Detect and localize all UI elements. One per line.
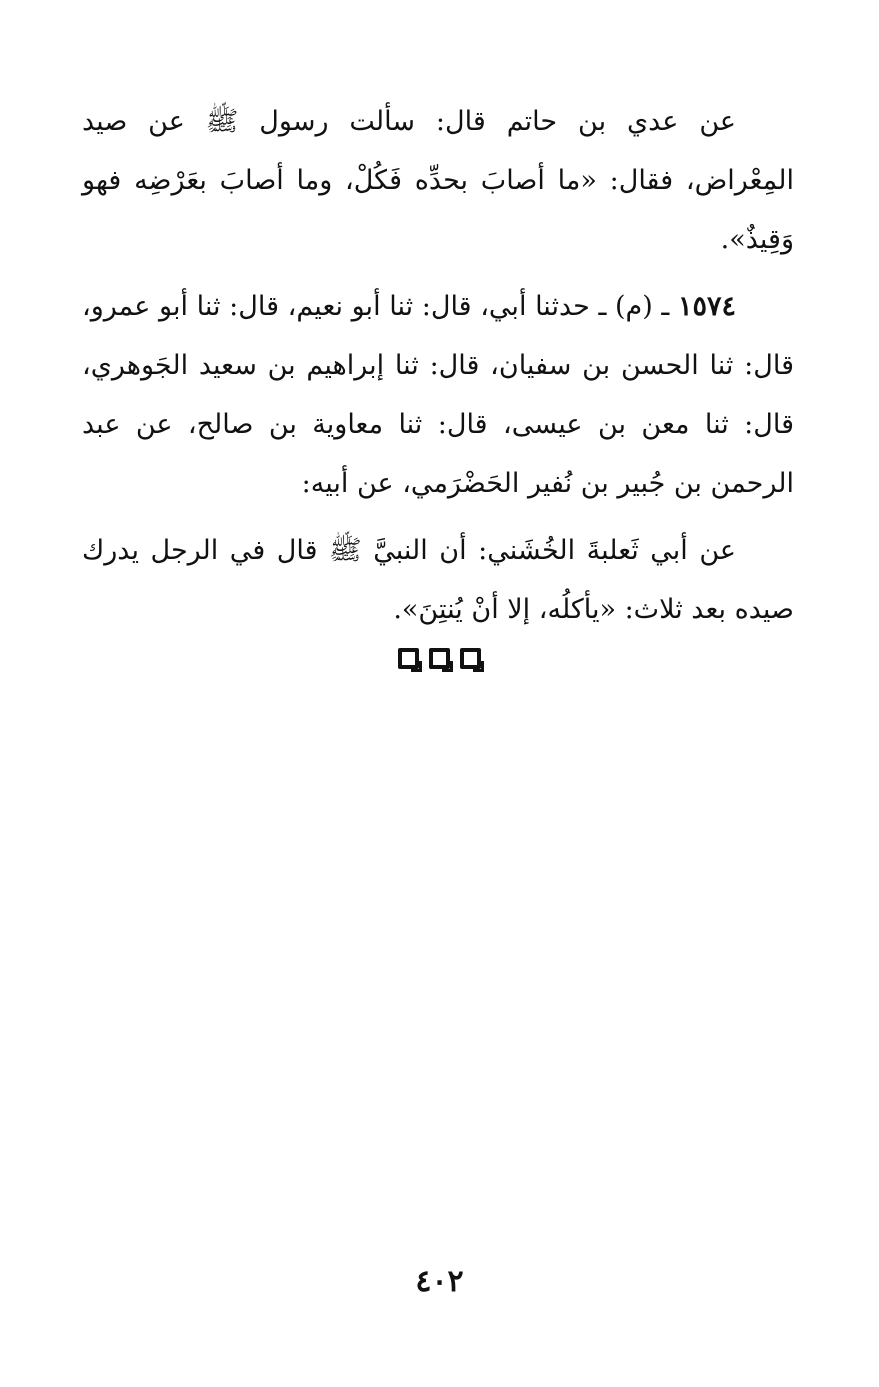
paragraph-1-text: عن عدي بن حاتم قال: سألت رسول ﷺ عن صيد المِعْراض، فقال: «ما أصابَ بحدِّه فَكُلْ، وما أصابَ بعَرْضِه فهو وَقِيذٌ». — [82, 106, 794, 255]
paragraph-3-text: عن أبي ثَعلبةَ الخُشَني: أن النبيَّ ﷺ قال في الرجل يدرك صيده بعد ثلاث: «يأكلُه، إلا أنْ يُنتِنَ». — [82, 535, 794, 625]
paragraph-3 — [82, 521, 794, 639]
text-body — [82, 92, 794, 647]
paragraph-2 — [82, 277, 794, 513]
paragraph-1 — [82, 92, 794, 269]
separator-square-icon — [398, 648, 419, 669]
separator-square-icon — [429, 648, 450, 669]
section-separator — [0, 648, 879, 669]
paragraph-2-text: ـ (م) ـ حدثنا أبي، قال: ثنا أبو نعيم، قال: ثنا أبو عمرو، قال: ثنا الحسن بن سفيان، قال: ثنا إبراهيم بن سعيد الجَوهري، قال: ثنا معن بن عيسى، قال: ثنا معاوية بن صالح، عن عبد الرحمن بن جُبير بن نُفير الحَضْرَمي، عن أبيه: — [82, 291, 794, 499]
separator-square-icon — [460, 648, 481, 669]
hadith-number: ١٥٧٤ — [677, 291, 736, 322]
page-number: ٤٠٢ — [415, 1264, 464, 1299]
